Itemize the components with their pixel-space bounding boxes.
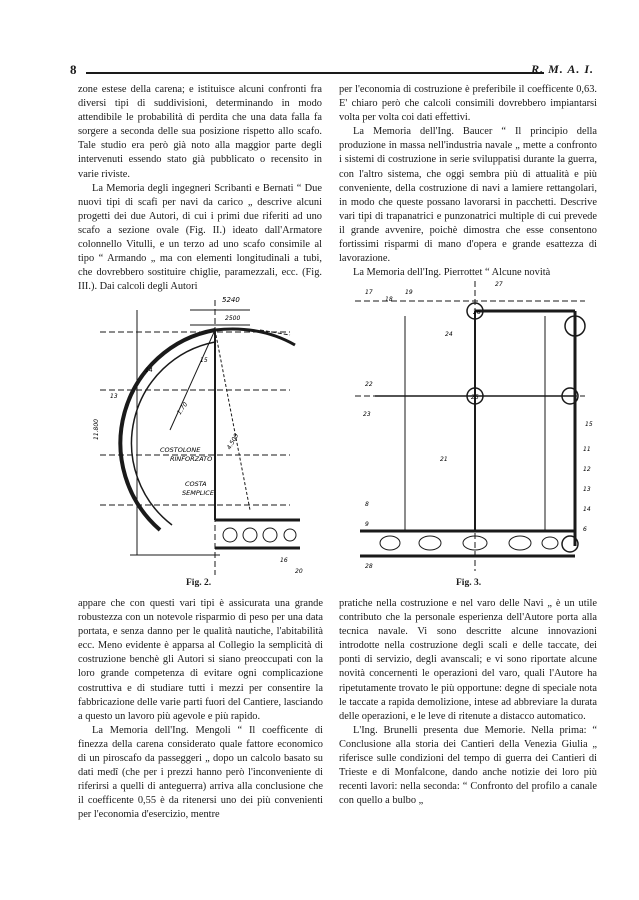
paragraph: La Memoria dell'Ing. Pierrottet “ Alcune novità (353, 267, 551, 279)
fig2-n13: 13 (110, 393, 118, 400)
fig2-dim-vert: 11.800 (93, 419, 100, 440)
fig3-n6: 6 (583, 526, 587, 533)
fig2-label-semplice: SEMPLICE (182, 489, 214, 497)
figure-2-hull-section (90, 290, 340, 580)
paragraph: La Memoria dell'Ing. Mengoli “ Il coefficente di finezza della carena considerato quale fattore economico di un piroscafo da passeggeri „ dopo un calcolo basato su dati medî (che per i prezzi hanno però l'inconveniente di riferirsi a quelli di anteguerra) arriva alla conclusione che il coefficente 0,55 è da ritenersi uno dei più convenienti per l'economia d'esercizio, mentre (78, 724, 323, 821)
paragraph: L'Ing. Brunelli presenta due Memorie. Nella prima: “ Conclusione alla storia dei Cantieri della Venezia Giulia „ riferisce sulle condizioni del tempo di guerra dei Cantieri di Trieste e di Monfalcone, dando anche notizie dei loro più recenti lavori: nella seconda: “ Confronto del profilo a canale con quello a bulbo „ (339, 724, 597, 807)
column-right-top (339, 83, 597, 280)
paragraph: appare che con questi vari tipi è assicurata una grande robustezza con un notevole risparmio di peso per una data portata, e senza danno per le qualità nautiche, l'abitabilità ecc. Meno evidente è apparsa al Collegio la semplicità di costruzione benchè gli Autori si siano preoccupati con la loro grande competenza di evitare ogni complicazione costruttiva e di studiare tutti i mezzi per consentire la fabbricazione delle varie parti fuori del Cantiere, lasciando a questo un lavoro più agevole e più rapido. (78, 598, 323, 722)
fig2-n20: 20 (295, 568, 303, 575)
fig3-n22: 22 (365, 381, 373, 388)
fig3-n8: 8 (365, 501, 369, 508)
fig2-dim-2: 2500 (225, 315, 241, 322)
header-rule (86, 72, 544, 74)
paragraph: La Memoria degli ingegneri Scribanti e Bernati “ Due nuovi tipi di scafi per navi da carico „ descrive alcuni progetti dei due Autori, di cui i primi due riferiti ad uno scafo a sezione ovale (Fig. II.) ideato dall'Armatore colonnello Vitulli, e un terzo ad uno scafo consimile al tipo “ Armando „ ma con elementi longitudinali a tubi, che dovrebbero sostituire chiglie, paramezzali, ecc. (Fig. III.). Dai calcoli degli Autori (78, 182, 322, 293)
fig3-n28: 28 (365, 563, 373, 570)
paragraph: zone estese della carena; e istituisce alcuni confronti fra diversi tipi di suddivisioni, determinando in modo attendibile le probabilità di perdita che una data falla fa sorgere a seconda delle sua posizione rispetto allo scafo. Tale studio era però già noto alla maggior parte degli intervenuti essendo stato già pubblicato o recensito in varie riviste. (78, 84, 322, 180)
page-number: 8 (70, 62, 77, 77)
fig2-label-costolone: COSTOLONE (160, 446, 201, 454)
fig3-n19: 19 (405, 289, 413, 296)
fig3-n26: 26 (473, 309, 481, 316)
fig2-n16: 16 (280, 557, 288, 564)
fig3-n11: 11 (583, 446, 591, 453)
fig3-n17: 17 (365, 289, 373, 296)
paragraph: La Memoria dell'Ing. Baucer “ Il principio della produzione in massa nell'industria navale „ mette a confronto i sistemi di costruzione in serie sviluppatisi durante la guerra, con l'altro sistema, che oggi sembra più di attualità e più conveniente, della costruzione di navi a lamiere rettangolari, in modo che queste possano lavorarsi in pacchetti. Descrive vari tipi di trapanatrici e punzonatrici multiple di cui prevede il grande avvenire, poichè dimostra che esse consentono fortissimi risparmi di mano d'opera e grande esattezza di lavorazione. (339, 126, 597, 265)
column-left-top (78, 83, 322, 294)
fig3-n9: 9 (365, 521, 369, 528)
fig3-n18: 18 (385, 296, 393, 303)
fig3-n25: 25 (471, 394, 479, 401)
fig2-dim-top: 5240 (222, 296, 240, 304)
fig3-n21: 21 (440, 456, 448, 463)
fig2-label-rinforzato: RINFORZATO (170, 455, 213, 463)
figure-3-hull-section (345, 276, 605, 576)
fig3-n13: 13 (583, 486, 591, 493)
column-left-bottom (78, 597, 323, 823)
fig2-n15: 15 (200, 357, 208, 364)
running-title: R. M. A. I. (531, 62, 594, 76)
fig3-n24: 24 (445, 331, 453, 338)
fig2-dim-radius: 1.70 (175, 401, 190, 417)
fig3-n27: 27 (495, 281, 503, 288)
fig3-n12: 12 (583, 466, 591, 473)
fig3-n15: 15 (585, 421, 593, 428)
paragraph: per l'economia di costruzione è preferibile il coefficente 0,63. E' chiaro però che calcoli consimili dovrebbero impiantarsi volta per volta coi dati effettivi. (339, 84, 597, 124)
column-right-bottom (339, 597, 597, 808)
figure-3-caption: Fig. 3. (456, 578, 482, 588)
fig3-n23: 23 (363, 411, 371, 418)
fig2-n14: 14 (145, 367, 153, 374)
figure-2-caption: Fig. 2. (186, 578, 212, 588)
fig2-label-costa: COSTA (185, 480, 207, 488)
paragraph: pratiche nella costruzione e nel varo delle Navi „ è un utile contributo che la personale esperienza dell'Autore porta alla tecnica navale. Vi sono descritte alcune innovazioni introdotte nella costruzione degli scali e delle taccate, dei ponti di servizio, degli avanscali; e vi sono riportate alcune novità concernenti le operazioni del varo, quali l'Autore ha ripetutamente trovato le più opportune: degne di speciale nota le taccate a rapida demolizione, intese ad abbreviare la durata delle operazioni, e le leve di ritenute a distacco automatico. (339, 598, 597, 722)
fig3-n14: 14 (583, 506, 591, 513)
fig2-dim-diag: 4.500 (225, 432, 241, 451)
